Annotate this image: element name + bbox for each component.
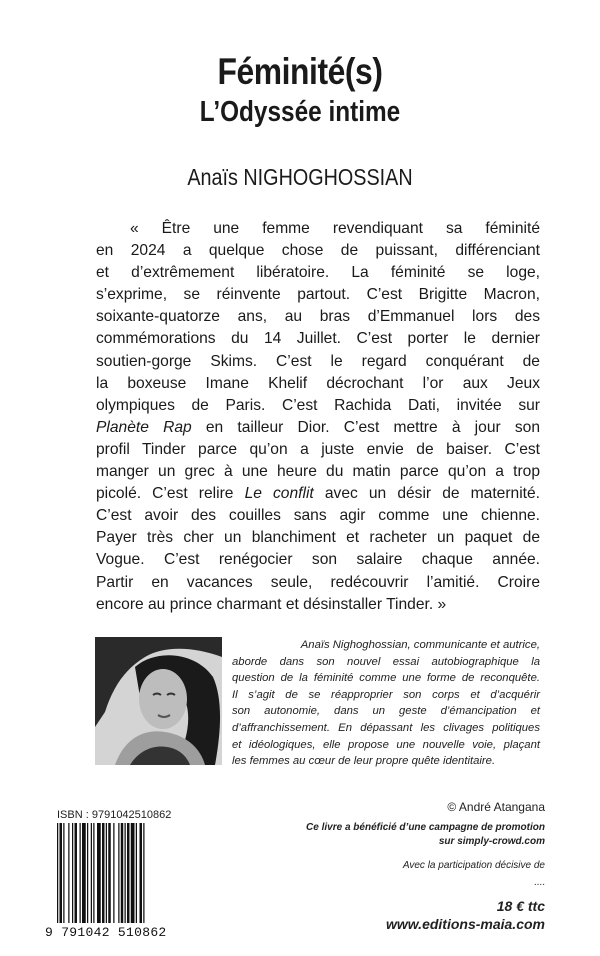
barcode-bar (118, 823, 119, 923)
quote-line: encore au prince charmant et désinstaller Tinder. » (96, 595, 447, 613)
campaign-line: Ce livre a bénéficié d’une campagne de promotion (306, 822, 545, 833)
barcode-bar (108, 823, 111, 923)
quote-fragment: picolé. C’est relire (96, 485, 245, 503)
quote-line: et d’extrêmement libératoire. La féminité se loge, (96, 264, 540, 282)
campaign-note (285, 821, 545, 849)
barcode-bar (102, 823, 105, 923)
quote-line: olympiques de Paris. C’est Rachida Dati, invitée sur (96, 396, 540, 414)
quote-line: Payer très cher un blanchiment et racheter un paquet de (96, 529, 540, 547)
author-bio (232, 637, 540, 770)
bio-line: les femmes au cœur de leur propre quête identitaire. (232, 755, 496, 768)
bio-line: question de la féminité comme une forme de reconquête. (232, 672, 540, 685)
partner-name: .... (533, 877, 545, 888)
quote-line: en 2024 a quelque chose de puissant, différenciant (96, 242, 540, 260)
quote-line: la boxeuse Imane Khelif décrochant l’or aux Jeux (96, 374, 540, 392)
quote-line: manger un grec à une heure du matin parce qu’on a trop (96, 463, 540, 481)
bio-line: et idéologiques, elle propose une nouvelle voie, plaçant (232, 738, 540, 751)
barcode-bar (63, 823, 64, 923)
author-portrait (95, 637, 222, 765)
quote-fragment: en tailleur Dior. C’est mettre à jour son (191, 418, 541, 436)
quote-line (96, 417, 540, 439)
quote-line: C’est avoir des couilles sans agir comme une chienne. (96, 507, 540, 525)
barcode-bar (68, 823, 69, 923)
bio-line: aborde dans son nouvel essai autobiographique la (232, 655, 540, 668)
bio-line: son autonomie, dans un geste d’émancipation et (232, 705, 540, 718)
barcode-bar (121, 823, 124, 923)
barcode-bar (82, 823, 86, 923)
quote-line: soixante-quatorze ans, au bras d’Emmanuel lors des (96, 308, 540, 326)
barcode-bar (125, 823, 126, 923)
book-author: Anaïs NIGHOGHOSSIAN (187, 164, 413, 190)
barcode-bar (91, 823, 92, 923)
barcode-bar (131, 823, 135, 923)
barcode-bar (140, 823, 143, 923)
bio-line: Anaïs Nighoghossian, communicante et autrice, (300, 639, 540, 651)
barcode-bar (60, 823, 63, 923)
quote-line: commémorations du 14 Juillet. C’est porter le dernier (96, 330, 540, 348)
publisher-website: www.editions-maia.com (386, 916, 545, 932)
barcode-bar (57, 823, 58, 923)
barcode-bar (72, 823, 73, 923)
isbn-label: ISBN : 9791042510862 (57, 809, 172, 821)
photo-credit: © André Atangana (447, 800, 545, 814)
bio-line: Il s’agit de se réapproprier son corps et d’acquérir (232, 688, 540, 701)
barcode-bar (97, 823, 101, 923)
bio-line: d’affranchissement. En dépassant les clivages politiques (232, 721, 540, 734)
barcode (57, 823, 173, 923)
quote-line: « Être une femme revendiquant sa féminité (130, 220, 540, 237)
italic-title: Le conflit (244, 485, 314, 503)
barcode-bar (143, 823, 144, 923)
quote-line: Vogue. C’est renégocier son salaire chaque année. (96, 551, 540, 569)
quote-line: s’exprime, se réinvente partout. C’est Brigitte Macron, (96, 286, 540, 304)
barcode-bar (80, 823, 81, 923)
author-portrait-graphic (95, 637, 222, 765)
publisher-info (285, 799, 545, 933)
quote-line: profil Tinder parce qu’on a juste envie de baiser. C’est (96, 440, 540, 458)
book-title: Féminité(s) (217, 51, 383, 92)
italic-title: Planète Rap (96, 418, 192, 436)
barcode-bar (127, 823, 130, 923)
quote-line: Partir en vacances seule, redécouvrir l’amitié. Croire (96, 573, 540, 591)
quote-line (96, 483, 540, 505)
barcode-bar (136, 823, 137, 923)
book-subtitle: L’Odyssée intime (199, 96, 401, 128)
partner-note: Avec la participation décisive de (402, 860, 545, 871)
barcode-digits: 9 791042 510862 (45, 925, 167, 940)
barcode-bar (106, 823, 107, 923)
barcode-bar (87, 823, 88, 923)
quote-fragment: avec un désir de maternité. (313, 485, 540, 503)
back-cover-quote (96, 218, 540, 616)
quote-line: soutien-gorge Skims. C’est le regard conquérant de (96, 352, 540, 370)
barcode-bar (93, 823, 94, 923)
price: 18 € ttc (496, 898, 545, 914)
barcode-bar (75, 823, 78, 923)
campaign-line: sur simply-crowd.com (438, 836, 545, 847)
barcode-bar (113, 823, 114, 923)
